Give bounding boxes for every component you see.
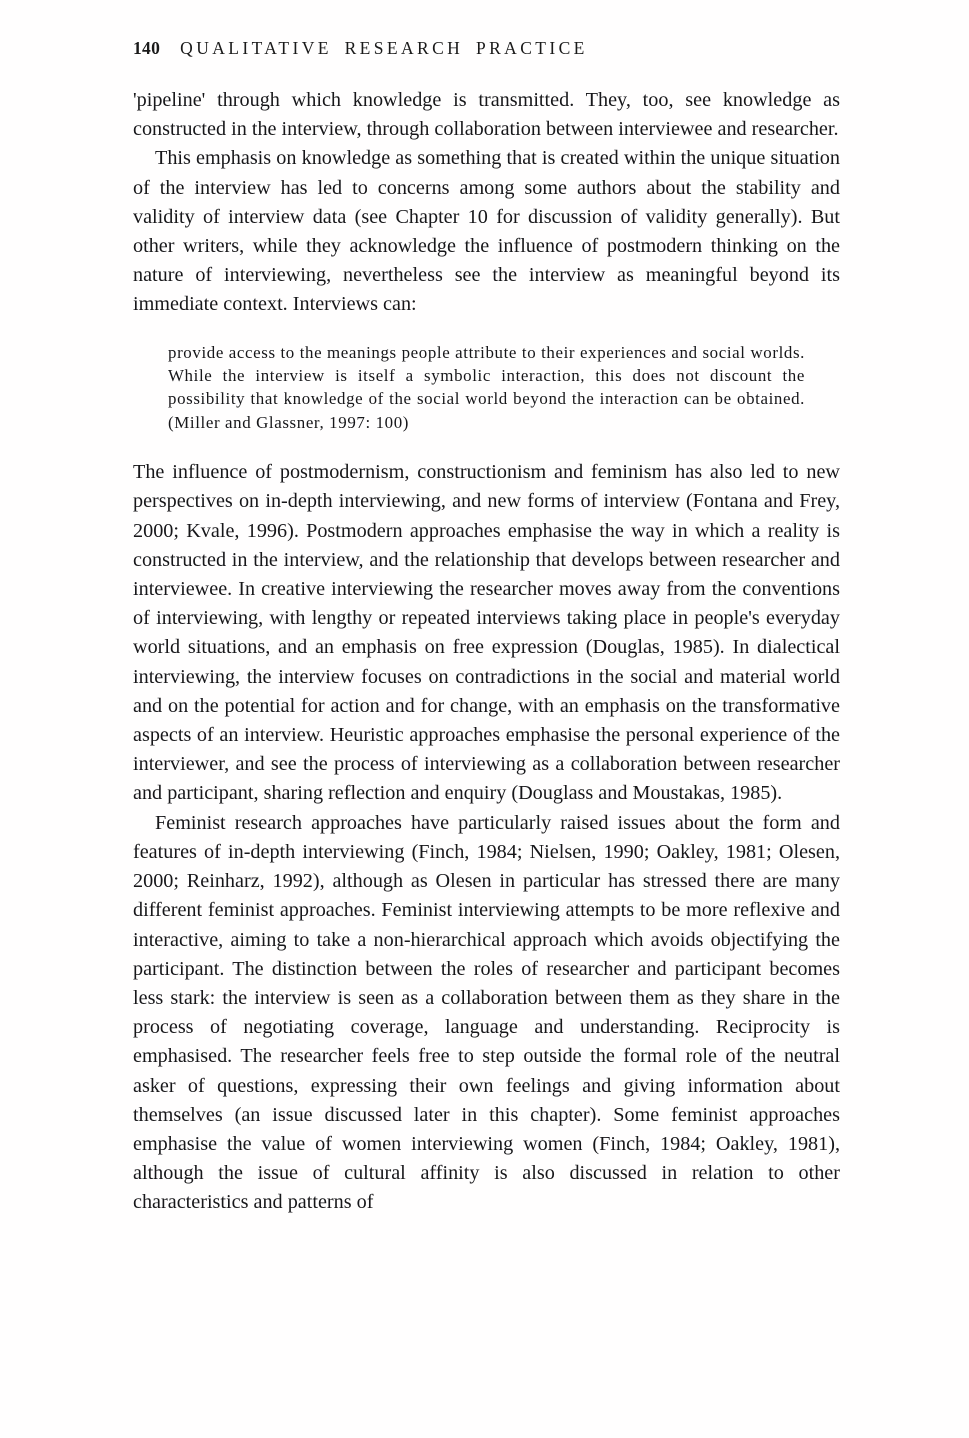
spacer-before-blockquote xyxy=(133,320,840,341)
spacer-after-blockquote xyxy=(133,434,840,458)
blockquote-miller-glassner xyxy=(133,341,805,435)
running-title: QUALITATIVE RESEARCH PRACTICE xyxy=(180,38,588,58)
paragraph-feminist-research: Feminist research approaches have particularly raised issues about the form and features of in-depth interviewing (Finch, 1984; Nielsen, 1990; Oakley, 1981; Olesen, 2000; Reinharz, 1992), although as Olesen in particular has stressed there are many different feminist approaches. Feminist interviewing attempts to be more reflexive and interactive, aiming to take a non-hierarchical approach which avoids objectifying the participant. The distinction between the roles of researcher and participant becomes less stark: the interview is seen as a collaboration between them as they share in the process of negotiating coverage, language and understanding. Reciprocity is emphasised. The researcher feels free to step outside the formal role of the neutral asker of questions, expressing their own feelings and giving information about themselves (an issue discussed later in this chapter). Some feminist approaches emphasise the value of women interviewing women (Finch, 1984; Oakley, 1981), although the issue of cultural affinity is also discussed in relation to other characteristics and patterns of xyxy=(133,811,840,1214)
page-number: 140 xyxy=(133,38,161,58)
paragraph-pipeline: 'pipeline' through which knowledge is transmitted. They, too, see knowledge as constructed in the interview, through collaboration between interviewee and researcher. xyxy=(133,89,840,141)
page-header xyxy=(133,36,840,60)
paragraph-this-emphasis: This emphasis on knowledge as something that is created within the unique situation of the interview has led to concerns among some authors about the stability and validity of interview data (see Chapter 10 for discussion of validity generally). But other writers, while they acknowledge the influence of postmodern thinking on the nature of interviewing, nevertheless see the interview as meaningful beyond its immediate context. Interviews can: xyxy=(133,147,840,316)
paragraph-influence-postmodernism: The influence of postmodernism, constructionism and feminism has also led to new perspectives on in-depth interviewing, and new forms of interview (Fontana and Frey, 2000; Kvale, 1996). Postmodern approaches emphasise the way in which a reality is constructed in the interview, and the relationship that develops between researcher and interviewee. In creative interviewing the researcher moves away from the conventions of interviewing, with lengthy or repeated interviews taking place in people's everyday world situations, and an emphasis on free expression (Douglas, 1985). In dialectical interviewing, the interview focuses on contradictions in the social and material world and on the potential for action and for change, with an emphasis on the transformative aspects of an interview. Heuristic approaches emphasise the personal experience of the interviewer, and see the process of interviewing as a collaboration between researcher and participant, sharing reflection and enquiry (Douglass and Moustakas, 1985). xyxy=(133,461,840,805)
blockquote-text: provide access to the meanings people attribute to their experiences and social worlds. While the interview is itself a symbolic interaction, this does not discount the possibility that knowledge of the social world beyond the interaction can be obtained. (Miller and Glassner, 1997: 100) xyxy=(168,342,805,432)
page-content xyxy=(133,86,840,1218)
